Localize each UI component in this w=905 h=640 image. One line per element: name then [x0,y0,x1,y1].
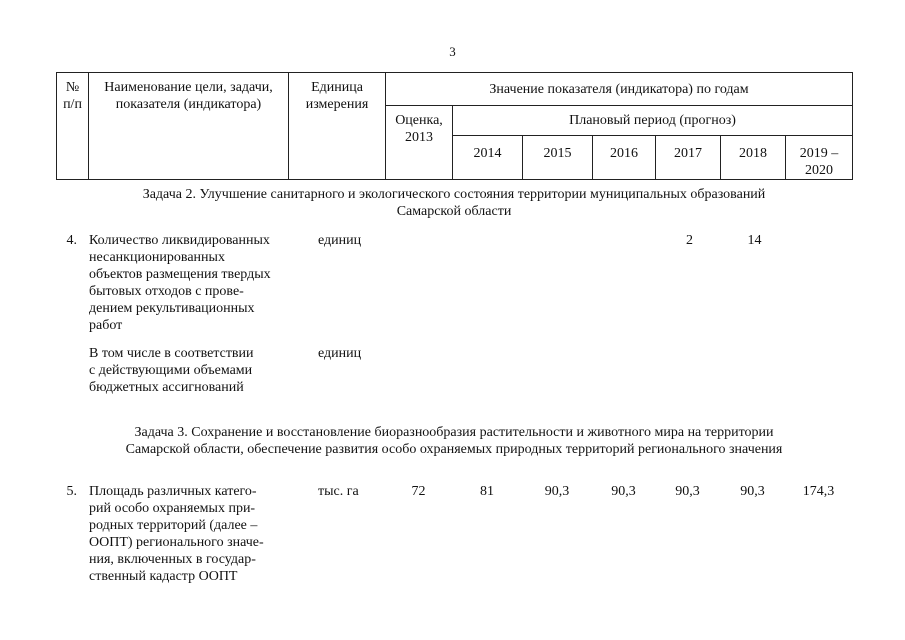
row-5-value-2016: 90,3 [611,484,636,499]
row-5-value-2019-2020: 174,3 [802,484,835,499]
row-4-unit: единиц [318,233,362,248]
header-col-unit: Единица измерения [289,73,386,180]
header-year-2014: 2014 [453,136,523,180]
header-year-2018: 2018 [721,136,786,180]
header-year-2019-2020: 2019 – 2020 [786,136,853,180]
header-year-2017: 2017 [656,136,721,180]
row-4-value-2018: 14 [747,233,762,248]
row-4-value-2017: 2 [686,233,693,248]
row-5-value-2015: 90,3 [544,484,570,499]
header-col-estimate: Оценка, 2013 [386,106,453,180]
indicator-table-header [56,72,853,180]
row-5-value-2013: 72 [411,484,426,499]
row-5-number: 5. [66,484,77,499]
row-5-unit: тыс. га [318,484,359,499]
task-2-heading: Задача 2. Улучшение санитарного и экологического состояния территории муниципальных образований Самарской области [142,187,766,219]
header-col-number: № п/п [57,73,89,180]
header-year-2015: 2015 [523,136,593,180]
row-5-value-2017: 90,3 [675,484,700,499]
row-4-name: Количество ликвидированных несанкционированных объектов размещения твердых бытовых отходов с прове- дением рекультивационных работ [89,233,271,333]
header-col-plan: Плановый период (прогноз) [453,106,853,136]
task-3-heading: Задача 3. Сохранение и восстановление биоразнообразия растительности и животного мира на территории Самарской области, обеспечение развития особо охраняемых природных территорий регионального значения [125,425,783,457]
page-number: 3 [449,44,456,59]
row-4b-name: В том числе в соответствии с действующими объемами бюджетных ассигнований [89,346,254,395]
header-col-name: Наименование цели, задачи, показателя (индикатора) [89,73,289,180]
header-year-2016: 2016 [593,136,656,180]
row-5-value-2018: 90,3 [740,484,765,499]
header-col-values: Значение показателя (индикатора) по годам [386,73,853,106]
row-5-value-2014: 81 [480,484,494,499]
row-4b-unit: единиц [318,346,362,361]
row-4-number: 4. [66,233,77,248]
row-5-name: Площадь различных катего- рий особо охраняемых при- родных территорий (далее – ООПТ) регионального значе- ния, включенных в государ- ственный кадастр ООПТ [89,484,264,584]
